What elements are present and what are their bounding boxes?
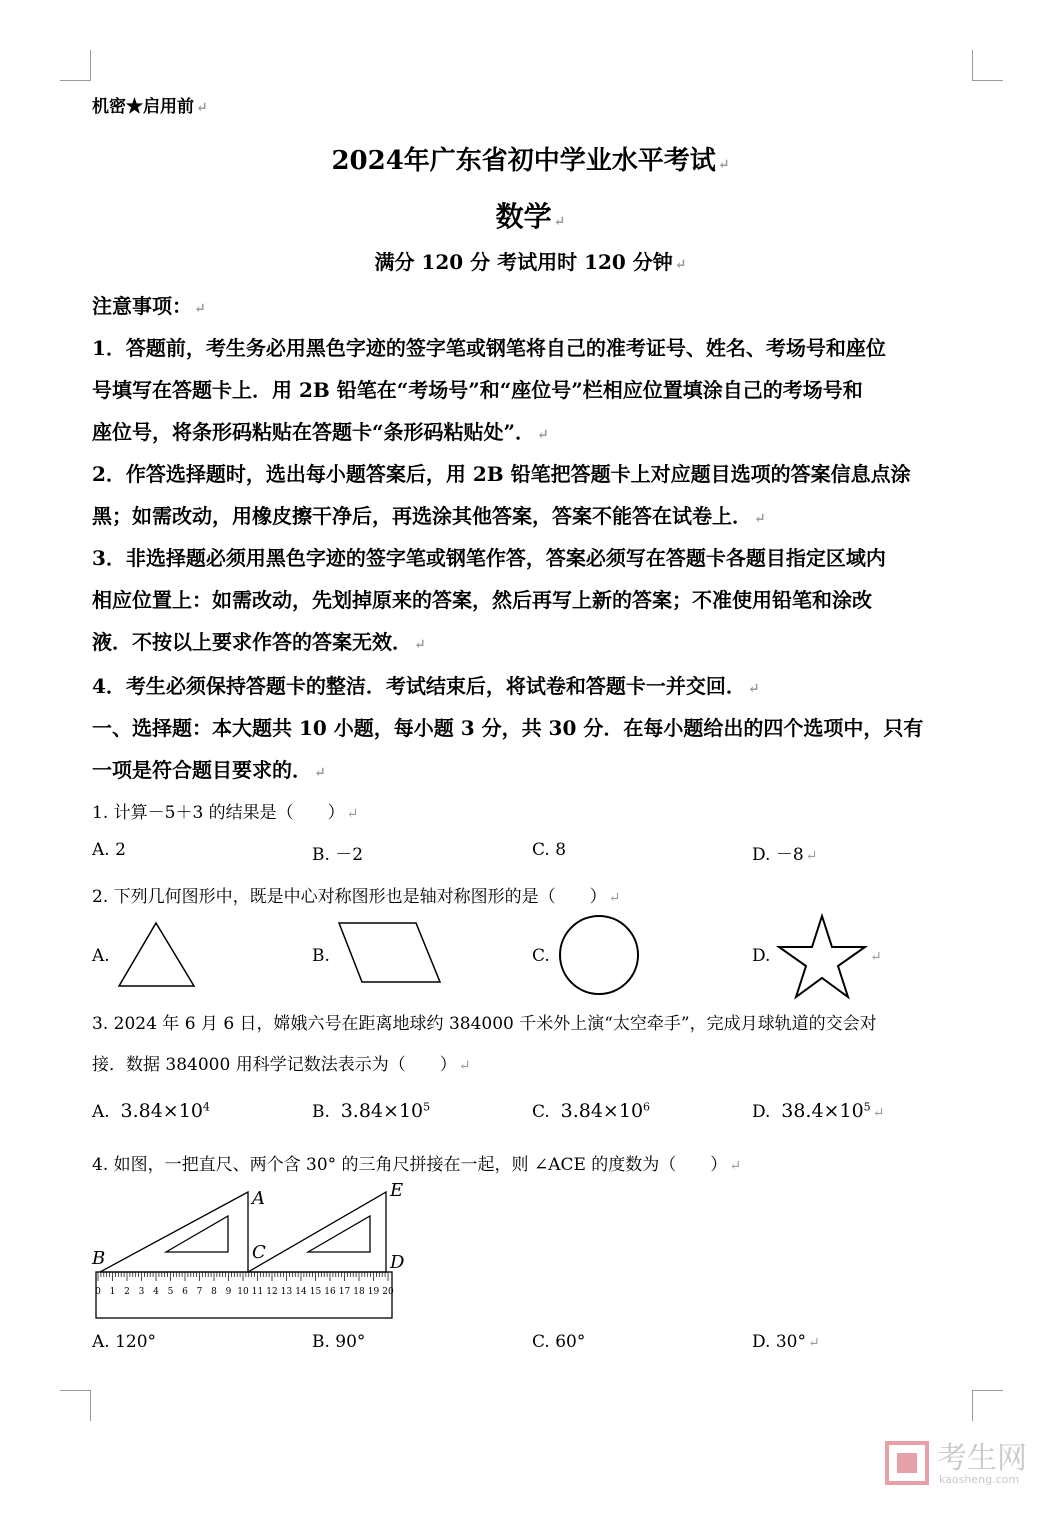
triangle-1-inner (166, 1216, 228, 1252)
question-3-stem-line-2: 接．数据 384000 用科学记数法表示为（ ） ↵ (92, 1055, 471, 1075)
triangle-2-inner (308, 1216, 370, 1252)
ruler-triangle-figure (88, 1182, 428, 1322)
notice-item-1-line-3: 座位号，将条形码粘贴在答题卡“条形码粘贴处”． ↵ (92, 420, 549, 444)
q4-option-b[interactable]: B. 90° (312, 1332, 366, 1352)
notice-item-2-line-2: 黑；如需改动，用橡皮擦干净后，再选涂其他答案，答案不能答在试卷上． ↵ (92, 504, 766, 528)
ruler-tick-label: 16 (324, 1287, 336, 1297)
ruler-tick-label: 6 (182, 1287, 188, 1297)
circle-icon (556, 914, 642, 996)
ruler-tick-label: 13 (280, 1287, 293, 1297)
ruler-tick-label: 2 (124, 1287, 130, 1297)
ruler-tick-label: 8 (211, 1287, 217, 1297)
watermark-icon (883, 1439, 931, 1487)
subject-title: 数学 ↵ (495, 200, 566, 233)
notice-item-3-line-1: 3．非选择题必须用黑色字迹的签字笔或钢笔作答，答案必须写在答题卡各题目指定区域内 (92, 546, 886, 570)
ruler-tick-label: 11 (251, 1287, 264, 1297)
notice-item-4: 4．考生必须保持答题卡的整洁．考试结束后，将试卷和答题卡一并交回． ↵ (92, 674, 760, 698)
q1-option-d[interactable]: D. －8 ↵ (752, 845, 818, 865)
q4-option-d[interactable]: D. 30° ↵ (752, 1332, 820, 1352)
section-heading-line-2: 一项是符合题目要求的． ↵ (92, 758, 326, 782)
ruler-tick-label: 19 (367, 1287, 380, 1297)
ruler-tick-label: 1 (109, 1287, 116, 1297)
q4-option-c[interactable]: C. 60° (532, 1332, 586, 1352)
notice-item-3-line-3: 液．不按以上要求作答的答案无效． ↵ (92, 630, 426, 654)
ruler-tick-label: 14 (295, 1287, 307, 1297)
ruler-tick-label: 17 (338, 1287, 351, 1297)
q1-option-c[interactable]: C. 8 (532, 840, 567, 860)
triangle-2-outline (248, 1192, 386, 1272)
question-2-stem: 2. 下列几何图形中，既是中心对称图形也是轴对称图形的是（ ） ↵ (92, 887, 621, 907)
ruler-tick-label: 15 (309, 1287, 322, 1297)
notice-item-3-line-2: 相应位置上：如需改动，先划掉原来的答案，然后再写上新的答案；不准使用铅笔和涂改 (92, 588, 872, 612)
ruler-tick-label: 3 (138, 1287, 145, 1297)
q1-option-a[interactable]: A. 2 (92, 840, 126, 860)
notice-item-1-line-1: 1．答题前，考生务必用黑色字迹的签字笔或钢笔将自己的准考证号、姓名、考场号和座位 (92, 336, 886, 360)
parallelogram-icon (336, 920, 444, 986)
q3-option-c[interactable]: C. $3.84\times 10^6$ (532, 1100, 651, 1122)
question-1-stem: 1. 计算－5＋3 的结果是（ ） ↵ (92, 803, 359, 823)
label-b: B (92, 1248, 106, 1269)
crop-mark-top-right (972, 50, 1003, 81)
page-title: 2024年广东省初中学业水平考试 ↵ (331, 146, 730, 176)
ruler-tick-label: 0 (95, 1287, 101, 1297)
ruler-tick-label: 12 (266, 1287, 278, 1297)
q2-option-a-label[interactable]: A. (92, 946, 110, 966)
crop-mark-bottom-left (60, 1390, 91, 1421)
question-4-stem: 4. 如图，一把直尺、两个含 30° 的三角尺拼接在一起，则 ∠ACE 的度数为（ ） ↵ (92, 1155, 742, 1175)
question-3-stem-line-1: 3. 2024 年 6 月 6 日，嫦娥六号在距离地球约 384000 千米外上演“太空牵手”，完成月球轨道的交会对 (92, 1014, 877, 1034)
watermark-logo (883, 1433, 1043, 1493)
label-c: C (252, 1242, 266, 1263)
secret-label: 机密★启用前 ↵ (92, 97, 208, 117)
ruler-tick-label: 10 (237, 1287, 249, 1297)
ruler-tick-label: 5 (167, 1287, 174, 1297)
ruler-tick-label: 18 (353, 1287, 365, 1297)
notice-heading: 注意事项： ↵ (92, 294, 206, 318)
star-icon (776, 912, 868, 1000)
label-a: A (252, 1188, 265, 1209)
notice-item-1-line-2: 号填写在答题卡上．用 2B 铅笔在“考场号”和“座位号”栏相应位置填涂自己的考场号和 (92, 378, 863, 402)
ruler-tick-label: 9 (225, 1287, 232, 1297)
ruler-tick-label: 7 (196, 1287, 203, 1297)
exam-meta: 满分 120 分 考试用时 120 分钟 ↵ (374, 250, 687, 274)
q2-option-d-label[interactable]: D. (752, 946, 771, 966)
crop-mark-top-left (60, 50, 91, 81)
q4-option-a[interactable]: A. 120° (92, 1332, 157, 1352)
triangle-icon (116, 920, 198, 990)
q2-option-c-label[interactable]: C. (532, 946, 550, 966)
q2-option-b-label[interactable]: B. (312, 946, 330, 966)
q1-option-b[interactable]: B. －2 (312, 845, 364, 865)
section-heading-line-1: 一、选择题：本大题共 10 小题，每小题 3 分，共 30 分．在每小题给出的四个选项中，只有 (92, 716, 924, 740)
crop-mark-bottom-right (972, 1390, 1003, 1421)
ruler-tick-label: 4 (153, 1287, 159, 1297)
ruler-tick-label: 20 (382, 1287, 394, 1297)
q2-return-mark: ↵ (870, 949, 882, 965)
q3-option-d[interactable]: D. $38.4\times 10^5$ ↵ (752, 1100, 885, 1122)
watermark-text: 考生网 (937, 1441, 1027, 1476)
q3-option-a[interactable]: A. $3.84\times 10^4$ (92, 1100, 210, 1122)
q3-option-b[interactable]: B. $3.84\times 10^5$ (312, 1100, 431, 1122)
label-d: D (390, 1252, 405, 1273)
triangle-1-outline (100, 1192, 248, 1272)
label-e: E (390, 1182, 404, 1201)
notice-item-2-line-1: 2．作答选择题时，选出每小题答案后，用 2B 铅笔把答题卡上对应题目选项的答案信息点涂 (92, 462, 911, 486)
watermark-subtext: kaosheng.com (939, 1473, 1020, 1486)
